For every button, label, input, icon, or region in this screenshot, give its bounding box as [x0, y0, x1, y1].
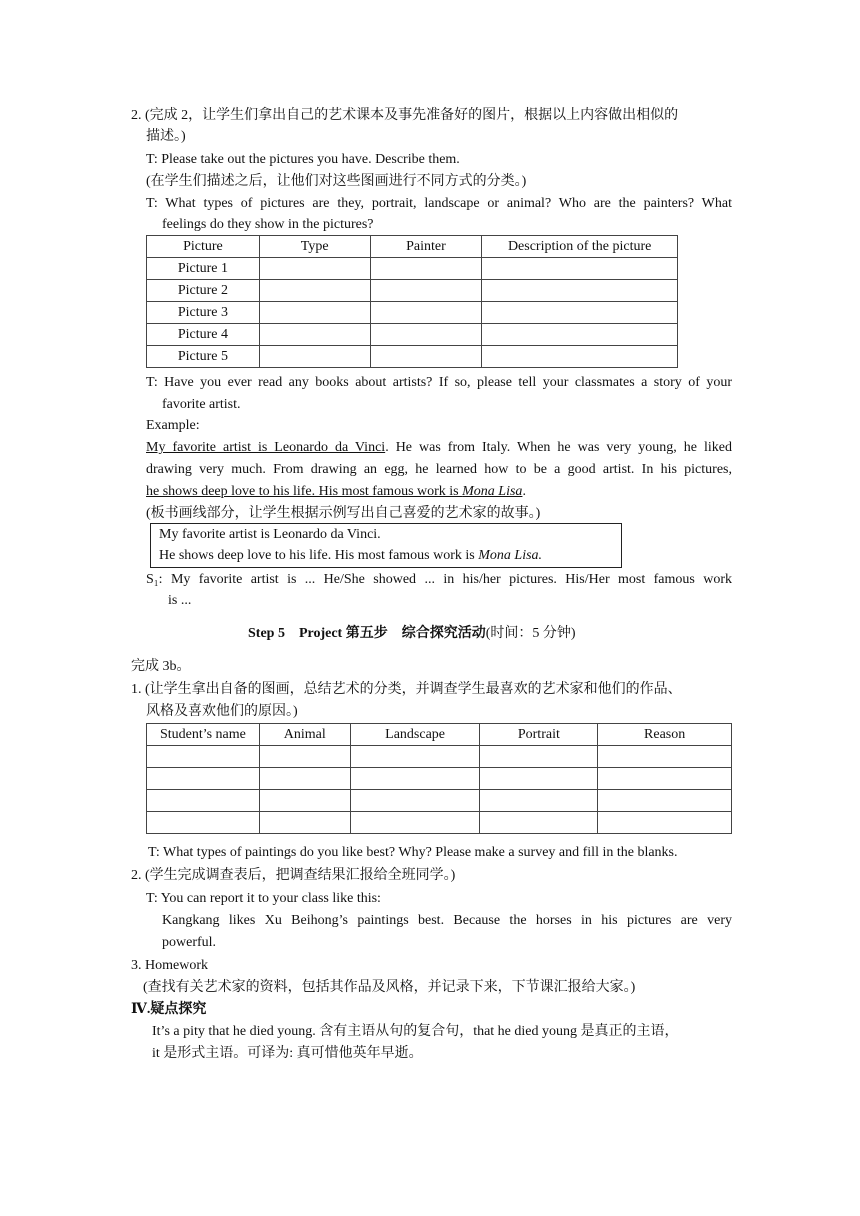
homework-note: (查找有关艺术家的资料，包括其作品及风格，并记录下来，下节课汇报给大家。) — [143, 980, 636, 995]
section2-heading-line2: 描述。) — [146, 129, 186, 144]
table-cell — [370, 280, 482, 302]
table-header-row — [147, 724, 732, 746]
step5-item3: 3. Homework — [131, 958, 208, 973]
report-example-line1: Kangkang likes Xu Beihong’s paintings best. Because the horses in his pictures are very — [162, 913, 732, 928]
teacher-survey: T: What types of paintings do you like best? Why? Please make a survey and fill in the blanks. — [148, 845, 678, 860]
example-underlined-text: he shows deep love to his life. His most famous work is — [146, 484, 463, 499]
table-row — [147, 812, 732, 834]
report-example-line2: powerful. — [162, 935, 217, 950]
table-cell — [350, 790, 480, 812]
teacher-books-line1: T: Have you ever read any books about artists? If so, please tell your classmates a story of your — [146, 375, 732, 390]
table-cell — [370, 302, 482, 324]
table-cell — [147, 746, 260, 768]
example-line2: drawing very much. From drawing an egg, he learned how to be a good artist. In his pictures, — [146, 462, 732, 477]
header-landscape: Landscape — [350, 724, 480, 746]
table-cell — [350, 812, 480, 834]
teacher-books-line2: favorite artist. — [162, 397, 241, 412]
step5-intro: 完成 3b。 — [131, 659, 191, 674]
section4-heading: Ⅳ.疑点探究 — [131, 1002, 207, 1017]
table-cell — [350, 768, 480, 790]
table-cell — [259, 258, 370, 280]
table-cell — [598, 746, 732, 768]
table-row — [147, 790, 732, 812]
table-cell — [480, 768, 598, 790]
example-work-title: Mona Lisa — [462, 484, 523, 499]
table-cell — [370, 258, 482, 280]
blackboard-line1: My favorite artist is Leonardo da Vinci. — [159, 527, 381, 542]
student-response-line1: S₁: My favorite artist is ... He/She showed ... in his/her pictures. His/Her most famous work — [146, 572, 732, 587]
header-student-name: Student’s name — [147, 724, 260, 746]
table-cell — [370, 346, 482, 368]
table-row — [147, 768, 732, 790]
example-label: Example: — [146, 418, 200, 433]
section2-heading-line1: 2. (完成 2，让学生们拿出自己的艺术课本及事先准备好的图片，根据以上内容做出相似的 — [131, 108, 679, 123]
header-portrait: Portrait — [480, 724, 598, 746]
table-cell — [259, 746, 350, 768]
header-description: Description of the picture — [482, 236, 678, 258]
teacher-report: T: You can report it to your class like this: — [146, 891, 381, 906]
table-cell — [259, 280, 370, 302]
table-cell — [147, 790, 260, 812]
pictures-table — [146, 235, 678, 368]
table-cell — [598, 768, 732, 790]
table-cell — [598, 812, 732, 834]
step5-title-time: (时间：5 分钟) — [485, 626, 576, 641]
table-cell — [482, 258, 678, 280]
table-cell — [147, 812, 260, 834]
table-row — [147, 324, 678, 346]
teacher-question-line1: T: What types of pictures are they, portrait, landscape or animal? Who are the painters? What — [146, 196, 732, 211]
table-cell: Picture 4 — [147, 324, 260, 346]
blackboard-box — [150, 523, 622, 568]
table-cell: Picture 5 — [147, 346, 260, 368]
step5-title — [248, 624, 576, 644]
student-response-line2: is ... — [168, 593, 192, 608]
header-painter: Painter — [370, 236, 482, 258]
header-reason: Reason — [598, 724, 732, 746]
table-cell — [259, 812, 350, 834]
table-cell — [480, 790, 598, 812]
example-text: . He was from Italy. When he was very young, he liked — [385, 440, 732, 455]
step5-item1-line2: 风格及喜欢他们的原因。) — [146, 704, 298, 719]
teacher-question-line2: feelings do they show in the pictures? — [162, 217, 374, 232]
table-row — [147, 258, 678, 280]
table-cell — [370, 324, 482, 346]
table-cell: Picture 1 — [147, 258, 260, 280]
header-animal: Animal — [259, 724, 350, 746]
blackboard-text: He shows deep love to his life. His most famous work is — [159, 548, 479, 563]
blackboard-line2 — [159, 546, 542, 566]
table-header-row — [147, 236, 678, 258]
table-cell — [259, 768, 350, 790]
section4-line1: It’s a pity that he died young. 含有主语从句的复合句，that he died young 是真正的主语， — [152, 1024, 679, 1039]
table-cell — [482, 324, 678, 346]
example-line1 — [146, 438, 732, 458]
table-cell — [482, 302, 678, 324]
table-cell — [480, 812, 598, 834]
section4-line2: it 是形式主语。可译为: 真可惜他英年早逝。 — [152, 1046, 423, 1061]
note-classify: (在学生们描述之后，让他们对这些图画进行不同方式的分类。) — [146, 174, 527, 189]
table-cell — [482, 346, 678, 368]
step5-title-bold: Step 5 Project 第五步 综合探究活动 — [248, 626, 486, 641]
table-cell — [259, 302, 370, 324]
example-line3 — [146, 482, 526, 502]
header-type: Type — [259, 236, 370, 258]
teacher-line-take-out: T: Please take out the pictures you have. Describe them. — [146, 152, 460, 167]
table-cell — [480, 746, 598, 768]
table-row — [147, 302, 678, 324]
table-row — [147, 280, 678, 302]
table-cell — [259, 346, 370, 368]
survey-table — [146, 723, 732, 834]
table-cell: Picture 3 — [147, 302, 260, 324]
header-picture: Picture — [147, 236, 260, 258]
table-cell — [259, 324, 370, 346]
step5-item2: 2. (学生完成调查表后，把调查结果汇报给全班同学。) — [131, 868, 456, 883]
table-row — [147, 746, 732, 768]
table-cell — [147, 768, 260, 790]
example-underlined-text: My favorite artist is Leonardo da Vinci — [146, 440, 386, 455]
note-blackboard: (板书画线部分，让学生根据示例写出自己喜爱的艺术家的故事。) — [146, 506, 541, 521]
table-cell — [259, 790, 350, 812]
example-text: . — [522, 484, 526, 499]
table-cell — [482, 280, 678, 302]
table-cell — [598, 790, 732, 812]
table-row — [147, 346, 678, 368]
blackboard-work-title: Mona Lisa. — [478, 548, 543, 563]
table-cell: Picture 2 — [147, 280, 260, 302]
step5-item1-line1: 1. (让学生拿出自备的图画，总结艺术的分类，并调查学生最喜欢的艺术家和他们的作品、 — [131, 682, 682, 697]
table-cell — [350, 746, 480, 768]
